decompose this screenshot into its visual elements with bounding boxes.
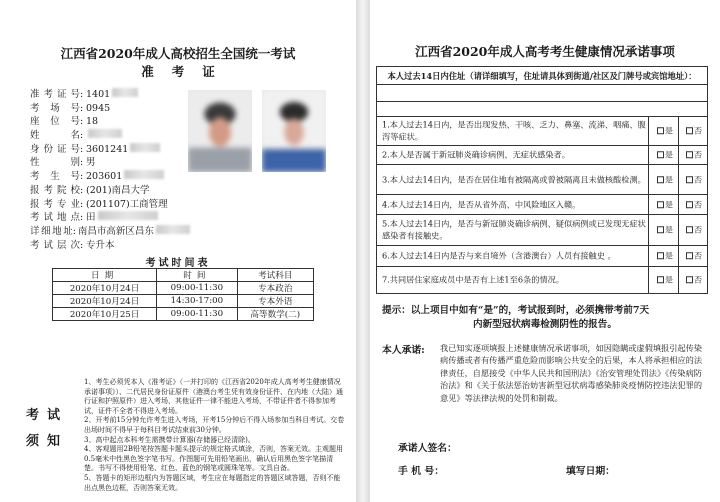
- pledge-title: 江西省2020年成人高考考生健康情况承诺事项: [415, 44, 675, 59]
- ticket-subtitle: 准考证: [141, 64, 233, 79]
- table-row: [53, 295, 314, 308]
- no-checkbox[interactable]: 否: [679, 224, 709, 236]
- notice-item: 2、开考前15分钟允许考生进入考场，开考15分钟后不得入场参加当科目考试。交卷出场时间不得早于每科目考试结束前30分钟。: [84, 416, 345, 434]
- header-time: 时间: [157, 269, 237, 282]
- yes-checkbox[interactable]: 是: [650, 125, 680, 137]
- field-gender: 性别 : 男: [30, 157, 96, 169]
- field-ticket-number: 准考证号 : 1401: [30, 88, 190, 102]
- notice-label-line2: 须知: [26, 434, 69, 449]
- cell-time: 14:30-17:00: [157, 295, 237, 308]
- notice-item: 4、客观题用2B铅笔按答题卡题头提示的规定格式填涂，否则，答案无效。主观题用0.5毫米中性黑色签字笔书写。作图题可先用铅笔画出，确认后用黑色签字笔描清楚。书写不得使用铅笔、红色、蓝色的钢笔或圆珠笔等。文具自备。: [84, 445, 344, 473]
- notice-label-line1: 考试: [26, 408, 69, 423]
- notice-item: 3、高中起点本科考生需携带计算器(存储器已经清除)。: [84, 435, 255, 444]
- exam-schedule-table: [52, 268, 314, 321]
- no-checkbox[interactable]: 否: [679, 174, 709, 186]
- header-subject: 考试科目: [237, 269, 313, 282]
- field-name: 姓名 :: [30, 129, 190, 143]
- cell-date: 2020年10月24日: [53, 295, 157, 308]
- pledge-statement: 我已知实逐项填报上述健康情况承诺事项，如因隐瞒或虚假填报引起传染病传播或者有传播严重危险而影响公共安全的后果，本人将承担相应的法律责任，自愿接受《中华人民共和国刑法》《治安管理处罚法》《传染病防治法》和《关于依法惩治妨害新型冠状病毒感染肺炎疫情防控违法犯罪的意见》等法律法规的处罚和制裁。: [440, 343, 703, 403]
- no-checkbox[interactable]: 否: [679, 149, 709, 161]
- notice-item: 5、答题卡的矩形边框内为答题区域，考生应在每题指定的答题区域答题，否则不能出点黑色边框，否则答案无效。: [84, 473, 341, 492]
- yes-checkbox[interactable]: 是: [650, 250, 680, 262]
- table-row: [53, 282, 314, 295]
- field-id-number: 身份证号 : 3601241: [30, 143, 190, 157]
- cell-date: 2020年10月25日: [53, 308, 157, 321]
- no-checkbox[interactable]: 否: [679, 250, 709, 262]
- phone-label: 手 机 号：: [398, 466, 445, 477]
- date-label: 填写日期：: [566, 466, 615, 477]
- table-header-row: [53, 269, 314, 282]
- field-exam-location: 考试地点 : 田: [30, 211, 190, 225]
- field-exam-level: 考试层次 : 专升本: [30, 239, 115, 251]
- no-checkbox[interactable]: 否: [679, 125, 709, 137]
- cell-subject: 专本政治: [237, 282, 313, 295]
- ticket-title: 江西省2020年成人高校招生全国统一考试: [60, 46, 296, 61]
- notice-item: 1、考生必须凭本人《准考证》（一并打印的《江西省2020年成人高考考生健康情况承诺事项》）、二代居民身份证原件（港澳台考生凭有效身份证件、在内地（大陆）通行证和护照原件）进入考场，其他证件一律不能进入考场，不带证件者不得参加考试，证件不全者不得进入考场。: [84, 378, 343, 415]
- question-row: 2.本人是否属于新冠肺炎确诊病例、无症状感染者。 是 否: [377, 146, 707, 165]
- question-row: 7.共同居住家庭成员中是否有上述1至6条的情况。 是 否: [377, 267, 707, 293]
- question-row: 6.本人过去14日内是否与来自境外（含港澳台）人员有接触史 。 是 否: [377, 246, 707, 267]
- question-row: 4.本人过去14日内，是否从省外高、中风险地区入赣。 是 否: [377, 195, 707, 215]
- cell-date: 2020年10月24日: [53, 282, 157, 295]
- pledge-label: 本人承诺:: [382, 345, 425, 356]
- address-blank: [377, 85, 707, 117]
- header-date: 日期: [53, 269, 157, 282]
- yes-checkbox[interactable]: 是: [650, 149, 680, 161]
- exam-notice-list: [84, 378, 346, 493]
- schedule-title: 考试时间表: [145, 258, 211, 269]
- address-prompt: 本人过去14日内住址（请详细填写，住址请具体到街道/社区及门牌号或宾馆地址）：: [377, 67, 707, 85]
- field-college: 报考院校 : (201)南昌大学: [30, 184, 150, 196]
- yes-checkbox[interactable]: 是: [650, 224, 680, 236]
- no-checkbox[interactable]: 否: [679, 274, 709, 286]
- field-room-number: 考场号 : 0945: [30, 102, 111, 114]
- question-row: 5.本人过去14日内，是否与新冠肺炎确诊病例、疑似病例或已发现无症状感染者有接触史。 是 否: [377, 215, 707, 246]
- candidate-photo-official: [188, 90, 252, 172]
- ticket-fields: [30, 88, 190, 252]
- test-report-tip: 提示：以上项目中如有“是”的，考试报到时，必须携带考前7天 内新型冠状病毒检测阴性的报告。: [382, 305, 650, 330]
- no-checkbox[interactable]: 否: [679, 199, 709, 211]
- admission-ticket: [0, 0, 356, 502]
- cell-time: 09:00-11:30: [157, 282, 237, 295]
- page-fold: [356, 0, 370, 502]
- table-row: [53, 308, 314, 321]
- cell-time: 09:00-11:30: [157, 308, 237, 321]
- candidate-photo-recent: [262, 90, 326, 172]
- cell-subject: 高等数学(二): [237, 308, 313, 321]
- yes-checkbox[interactable]: 是: [650, 199, 680, 211]
- signer-label: 承诺人签名：: [398, 443, 457, 454]
- field-major: 报考专业 : (201107)工商管理: [30, 198, 168, 210]
- health-pledge: [370, 0, 720, 502]
- field-address: 详细地址 : 南昌市高新区昌东: [30, 225, 190, 239]
- yes-checkbox[interactable]: 是: [650, 274, 680, 286]
- field-candidate-number: 考生号 : 203601: [30, 170, 190, 184]
- question-row: 1.本人过去14日内，是否出现发热、干咳、乏力、鼻塞、流涕、咽痛、腹泻等症状。 是 否: [377, 117, 707, 146]
- pledge-form-table: [376, 66, 708, 294]
- question-row: 3.本人过去14日内，是否在居住地有被隔离或曾被隔离且未做核酸检测。 是 否: [377, 165, 707, 195]
- cell-subject: 专本外语: [237, 295, 313, 308]
- field-seat-number: 座位号 : 18: [30, 116, 99, 128]
- yes-checkbox[interactable]: 是: [650, 174, 680, 186]
